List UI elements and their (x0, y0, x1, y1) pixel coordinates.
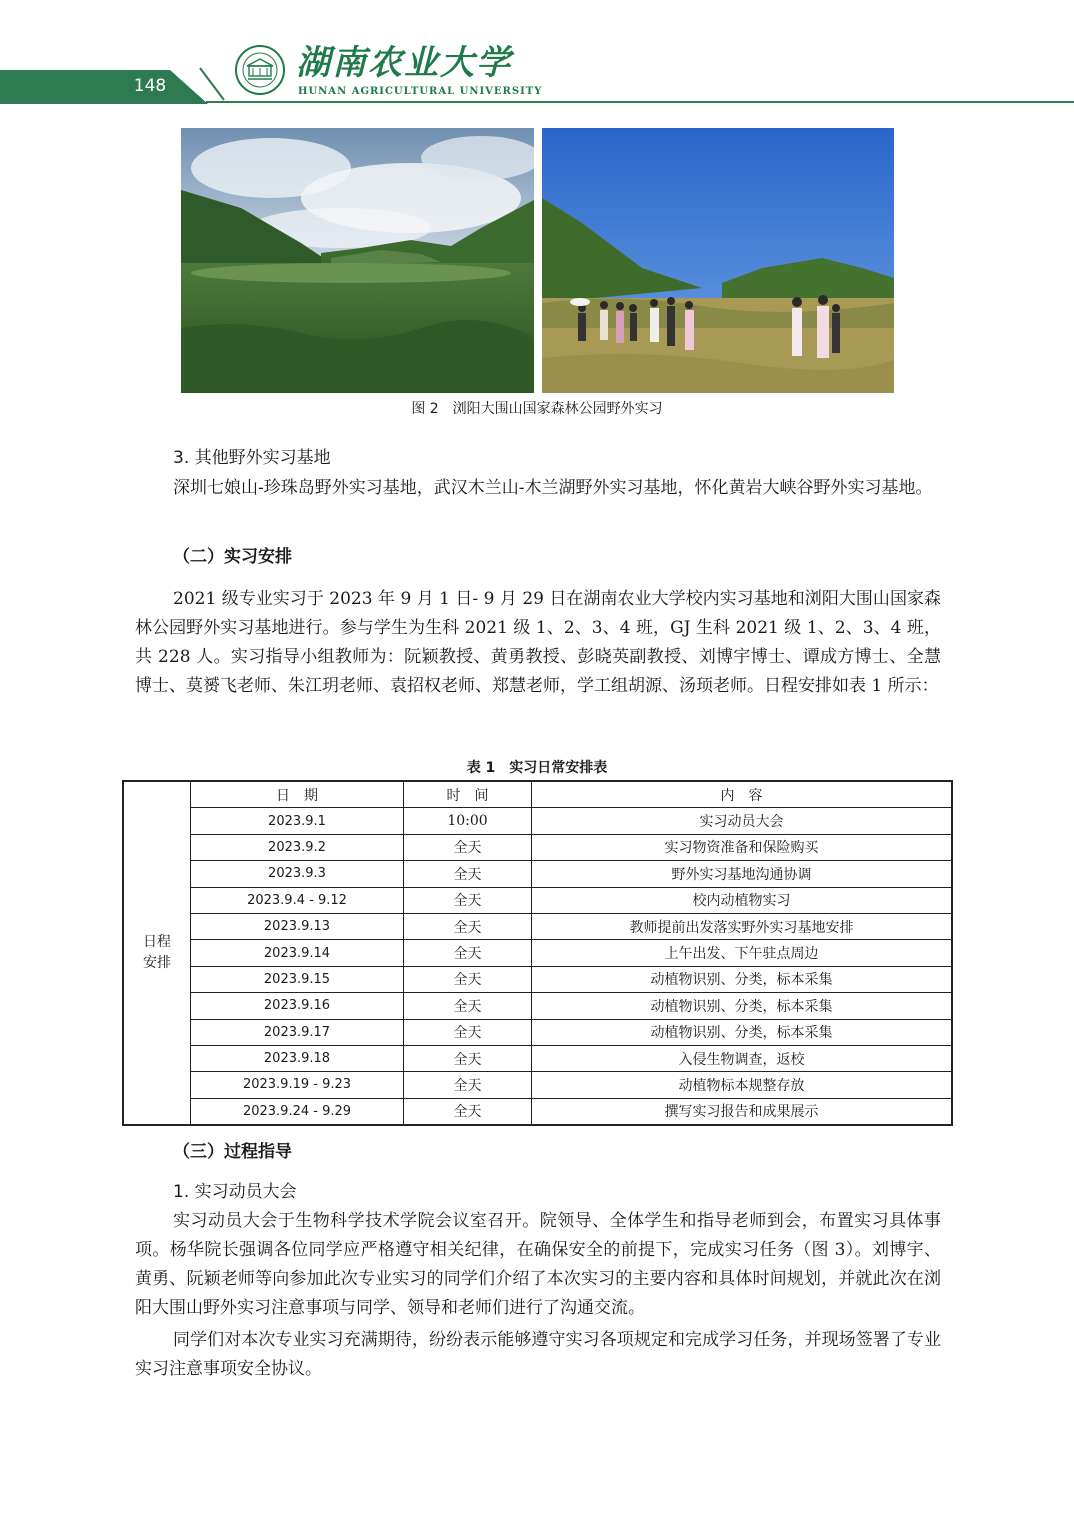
table-row (123, 1019, 952, 1045)
cell-content: 撰写实习报告和成果展示 (532, 1098, 953, 1125)
valley-meadow-photo (181, 128, 534, 393)
table-row (123, 834, 952, 860)
header-rule (206, 101, 1074, 103)
table-row (123, 966, 952, 992)
cell-time: 全天 (404, 993, 532, 1019)
page-number: 148 (133, 76, 167, 96)
cell-time: 全天 (404, 834, 532, 860)
table-row (123, 993, 952, 1019)
students-hillside-photo (542, 128, 894, 393)
cell-date: 2023.9.16 (191, 993, 404, 1019)
cell-date: 2023.9.13 (191, 913, 404, 939)
arrangement-heading: （二）实习安排 (173, 547, 292, 567)
cell-content: 实习物资准备和保险购买 (532, 834, 953, 860)
table-row (123, 913, 952, 939)
schedule-side-label (123, 781, 191, 1125)
cell-date: 2023.9.14 (191, 940, 404, 966)
cell-time: 全天 (404, 940, 532, 966)
cell-content: 校内动植物实习 (532, 887, 953, 913)
header-swoosh (196, 66, 236, 104)
cell-content: 动植物识别、分类，标本采集 (532, 1019, 953, 1045)
cell-time: 全天 (404, 913, 532, 939)
cell-date: 2023.9.18 (191, 1045, 404, 1071)
table-row (123, 1045, 952, 1071)
guidance-paragraph-1: 实习动员大会于生物科学技术学院会议室召开。院领导、全体学生和指导老师到会，布置实习具体事项。杨华院长强调各位同学应严格遵守相关纪律，在确保安全的前提下，完成实习任务（图 3）。刘博宇、黄勇、阮颖老师等向参加此次专业实习的同学们介绍了本次实习的主要内容和具体时间规划，并就此次在浏阳大围山野外实习注意事项与同学、领导和老师们进行了沟通交流。 (135, 1211, 941, 1318)
cell-date: 2023.9.1 (191, 808, 404, 834)
table-row (123, 940, 952, 966)
table-caption: 表 1 实习日常安排表 (466, 760, 608, 776)
university-seal-icon (234, 44, 286, 96)
side-label-line2: 安排 (143, 955, 171, 972)
guidance-subtitle: 1. 实习动员大会 (173, 1182, 297, 1202)
figure-caption: 图 2 浏阳大围山国家森林公园野外实习 (411, 401, 663, 417)
cell-content: 动植物标本规整存放 (532, 1072, 953, 1098)
cell-time: 10:00 (404, 808, 532, 834)
guidance-heading: （三）过程指导 (173, 1142, 292, 1162)
cell-date: 2023.9.3 (191, 861, 404, 887)
schedule-table (122, 780, 953, 1126)
arrangement-body: 2021 级专业实习于 2023 年 9 月 1 日- 9 月 29 日在湖南农业大学校内实习基地和浏阳大围山国家森林公园野外实习基地进行。参与学生为生科 2021 级 1、2、3、4 班，GJ 生科 2021 级 1、2、3、4 班，共 228 人。实习指导小组教师为：阮颖教授、黄勇教授、彭晓英副教授、刘博宇博士、谭成方博士、全慧博士、莫赟飞老师、朱江玥老师、袁招权老师、郑慧老师，学工组胡源、汤顼老师。日程安排如表 1 所示： (135, 589, 941, 696)
table-row (123, 861, 952, 887)
section-body: 深圳七娘山-珍珠岛野外实习基地，武汉木兰山-木兰湖野外实习基地，怀化黄岩大峡谷野外实习基地。 (173, 478, 933, 498)
cell-time: 全天 (404, 887, 532, 913)
table-row (123, 1072, 952, 1098)
university-name-cn: 湖南农业大学 (296, 43, 512, 83)
cell-date: 2023.9.2 (191, 834, 404, 860)
cell-time: 全天 (404, 966, 532, 992)
table-row (123, 808, 952, 834)
table-row (123, 1098, 952, 1125)
section-title: 3. 其他野外实习基地 (173, 448, 331, 468)
university-name-en: HUNAN AGRICULTURAL UNIVERSITY (298, 86, 543, 97)
side-label-line1: 日程 (143, 934, 171, 951)
column-header-content: 内 容 (532, 781, 953, 808)
table-header-row (123, 781, 952, 808)
cell-content: 入侵生物调查，返校 (532, 1045, 953, 1071)
table-row (123, 887, 952, 913)
guidance-paragraph-2: 同学们对本次专业实习充满期待，纷纷表示能够遵守实习各项规定和完成学习任务，并现场签署了专业实习注意事项安全协议。 (135, 1330, 941, 1379)
cell-date: 2023.9.4 - 9.12 (191, 887, 404, 913)
cell-content: 教师提前出发落实野外实习基地安排 (532, 913, 953, 939)
cell-content: 动植物识别、分类，标本采集 (532, 966, 953, 992)
cell-time: 全天 (404, 1072, 532, 1098)
cell-time: 全天 (404, 1045, 532, 1071)
cell-content: 实习动员大会 (532, 808, 953, 834)
cell-date: 2023.9.17 (191, 1019, 404, 1045)
cell-time: 全天 (404, 861, 532, 887)
cell-date: 2023.9.15 (191, 966, 404, 992)
cell-time: 全天 (404, 1019, 532, 1045)
cell-date: 2023.9.24 - 9.29 (191, 1098, 404, 1125)
cell-content: 野外实习基地沟通协调 (532, 861, 953, 887)
cell-date: 2023.9.19 - 9.23 (191, 1072, 404, 1098)
cell-content: 上午出发、下午驻点周边 (532, 940, 953, 966)
cell-time: 全天 (404, 1098, 532, 1125)
cell-content: 动植物识别、分类，标本采集 (532, 993, 953, 1019)
column-header-date: 日 期 (191, 781, 404, 808)
column-header-time: 时 间 (404, 781, 532, 808)
